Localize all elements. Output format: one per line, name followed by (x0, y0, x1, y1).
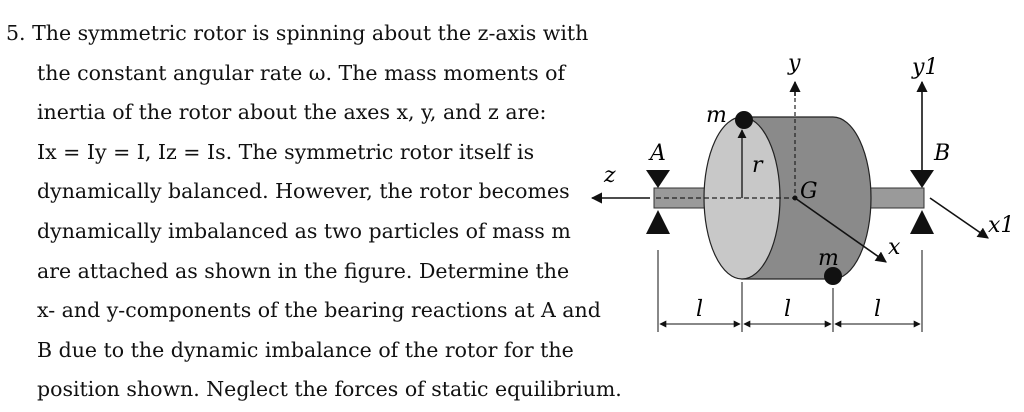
problem-line-10: position shown. Neglect the forces of static equilibrium. (37, 377, 622, 402)
label-g: G (800, 179, 818, 204)
problem-line-6: dynamically imbalanced as two particles of mass m (37, 218, 571, 243)
rotor-figure (590, 40, 1020, 340)
problem-line-8: x- and y-components of the bearing reactions at A and (37, 298, 601, 323)
label-a: A (650, 141, 666, 166)
label-dim-2: l (784, 297, 792, 322)
x1-axis-arrow (930, 198, 988, 238)
problem-line-2: the constant angular rate ω. The mass moments of (37, 60, 566, 85)
label-dim-1: l (696, 297, 704, 322)
label-r: r (752, 153, 763, 178)
problem-line-9: B due to the dynamic imbalance of the rotor for the (37, 337, 574, 362)
label-z: z (604, 163, 616, 188)
label-b: B (934, 141, 951, 166)
label-x: x (888, 235, 901, 260)
label-y1: y1 (912, 55, 939, 80)
label-x1: x1 (988, 213, 1015, 238)
problem-line-5: dynamically balanced. However, the rotor becomes (37, 179, 570, 204)
label-m-bottom: m (818, 246, 839, 271)
problem-text (6, 14, 622, 410)
problem-line-1: 5. The symmetric rotor is spinning about the z-axis with (6, 21, 589, 45)
problem-line-7: are attached as shown in the figure. Determine the (37, 258, 570, 283)
label-m-top: m (706, 103, 727, 128)
label-y: y (788, 51, 801, 76)
problem-line-3: inertia of the rotor about the axes x, y, and z are: (37, 100, 547, 125)
problem-line-4: Ix = Iy = I, Iz = Is. The symmetric rotor itself is (37, 139, 535, 164)
mass-top (735, 111, 753, 129)
label-dim-3: l (874, 297, 882, 322)
